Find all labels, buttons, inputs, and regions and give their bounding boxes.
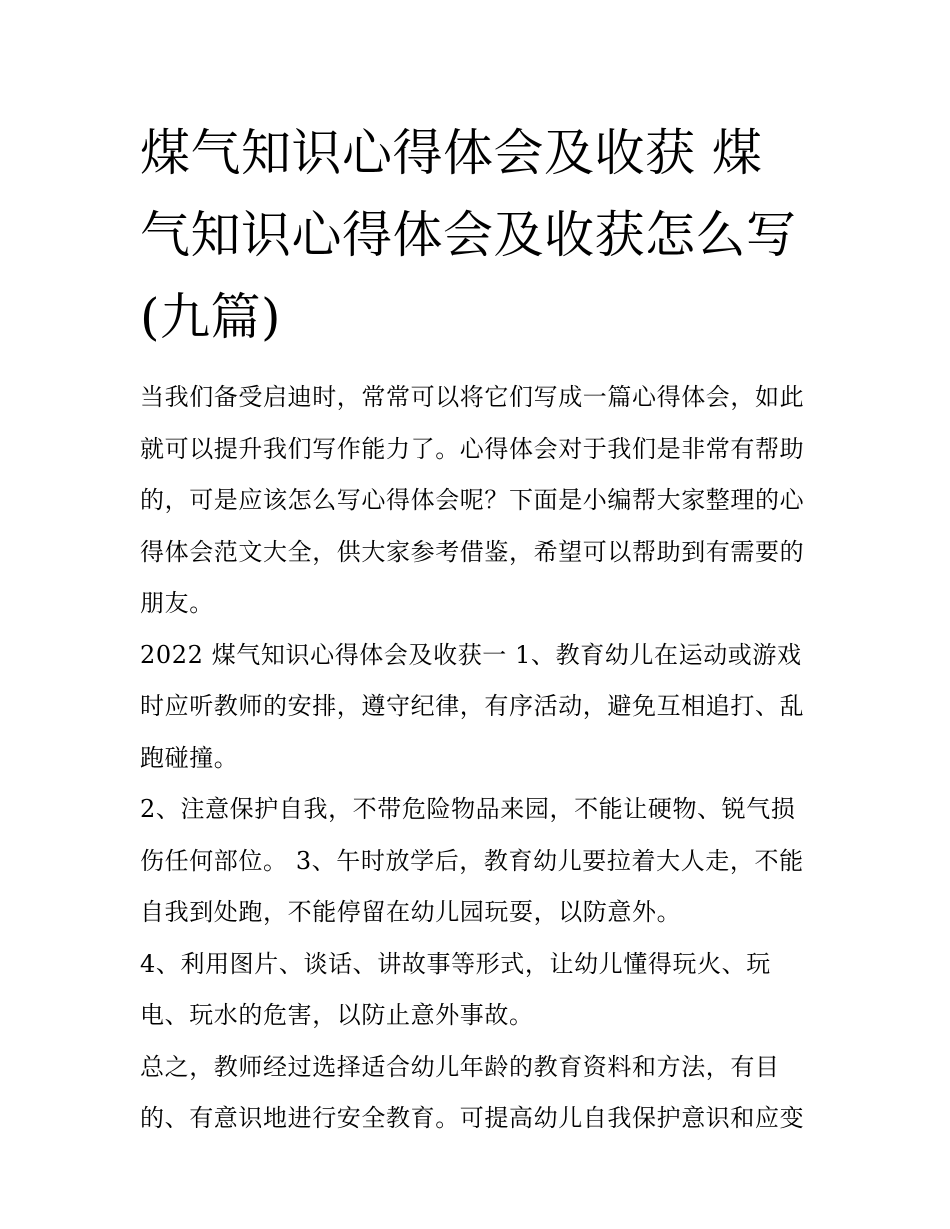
paragraph-summary: 总之，教师经过选择适合幼儿年龄的教育资料和方法，有目的、有意识地进行安全教育。可提高幼儿自我保护意识和应变 bbox=[140, 1052, 805, 1132]
paragraph-item-4: 4、利用图片、谈话、讲故事等形式，让幼儿懂得玩火、玩电、玩水的危害，以防止意外事故。 bbox=[140, 949, 771, 1029]
paragraph-section-one: 2022 煤气知识心得体会及收获一 1、教育幼儿在运动或游戏时应听教师的安排，遵守纪律，有序活动，避免互相追打、乱跑碰撞。 bbox=[140, 640, 805, 772]
paragraph-intro: 当我们备受启迪时，常常可以将它们写成一篇心得体会，如此就可以提升我们写作能力了。心得体会对于我们是非常有帮助的，可是应该怎么写心得体会呢？下面是小编帮大家整理的心得体会范文大全，供大家参考借鉴，希望可以帮助到有需要的朋友。 bbox=[140, 383, 805, 617]
document-title: 煤气知识心得体会及收获 煤气知识心得体会及收获怎么写(九篇) bbox=[140, 124, 797, 346]
paragraph-item-2-3: 2、注意保护自我，不带危险物品来园，不能让硬物、锐气损伤任何部位。 3、午时放学后，教育幼儿要拉着大人走，不能自我到处跑，不能停留在幼儿园玩耍，以防意外。 bbox=[140, 795, 804, 926]
document-page bbox=[140, 112, 812, 1145]
